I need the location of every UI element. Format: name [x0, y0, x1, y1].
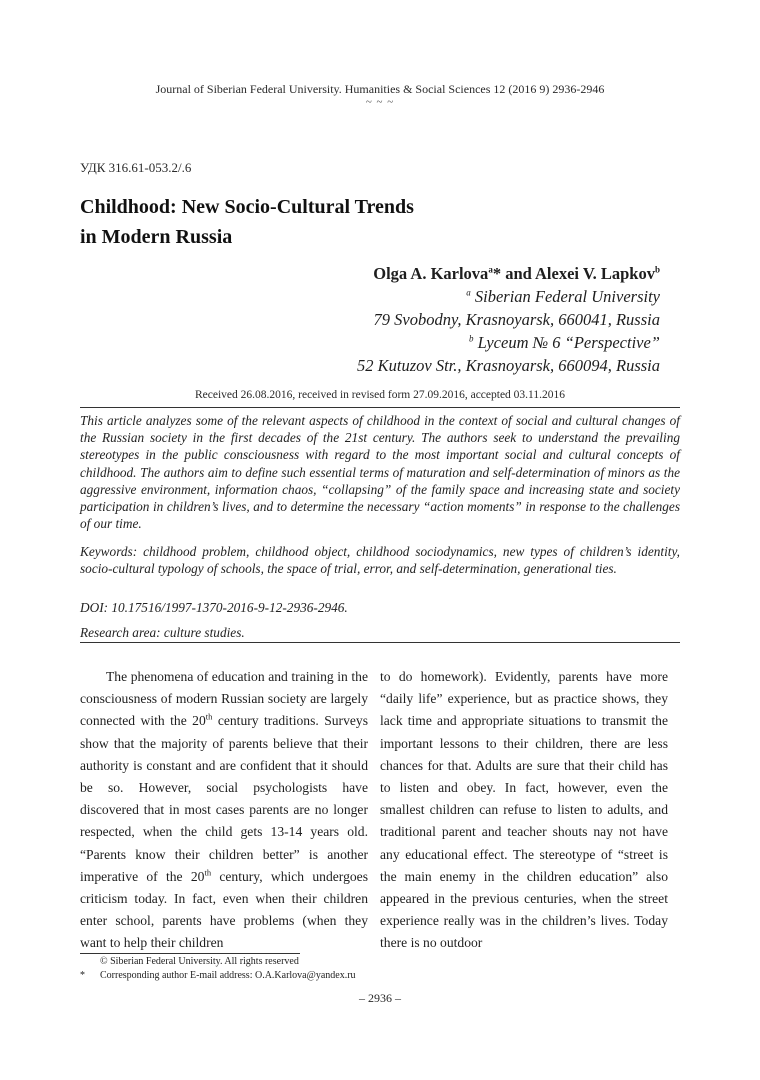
body-left-text-3: century, which undergoes criticism today. In fact, even when their children enter school, parents have problems (when they want to help their children: [80, 868, 368, 951]
body-paragraph-left: [80, 666, 368, 955]
title-line-1: Childhood: New Socio-Cultural Trends: [80, 196, 414, 218]
title-line-2: in Modern Russia: [80, 226, 233, 248]
affiliation-a-name: Siberian Federal University: [474, 287, 660, 306]
article-title: [80, 192, 580, 252]
affiliation-b-name: Lyceum № 6 “Perspective”: [477, 333, 660, 352]
author-names: [357, 262, 660, 285]
received-dates: Received 26.08.2016, received in revised form 27.09.2016, accepted 03.11.2016: [194, 389, 566, 401]
affiliation-a: [357, 285, 660, 308]
author-2-affiliation-mark: b: [654, 264, 660, 275]
udc-code: УДК 316.61-053.2/.6: [80, 160, 192, 175]
superscript-th: th: [204, 867, 212, 878]
research-area: Research area: culture studies.: [80, 625, 245, 640]
author-1-affiliation-mark: a: [488, 264, 493, 275]
affiliation-b-address: 52 Kutuzov Str., Krasnoyarsk, 660094, Russia: [357, 356, 660, 375]
journal-header: Journal of Siberian Federal University. Humanities & Social Sciences 12 (2016 9) 2936-2946: [155, 82, 605, 96]
author-2-name: Alexei V. Lapkov: [535, 264, 655, 283]
footnotes: [80, 955, 356, 983]
page-number: – 2936 –: [359, 991, 401, 1005]
body-paragraph-right: to do homework). Evidently, parents have more “daily life” experience, but as practice shows, they lack time and appropriate situations to transmit the important lessons to their children, there are less chances for that. Adults are sure that their child has to listen and obey. In fact, however, even the smallest children can refuse to listen to adults, and traditional parent and teacher shouts nay not have any educational effect. The stereotype of “street is the main enemy in the children education” also appeared in the previous centuries, when the street experience really was in the children’s lives. Today there is no outdoor: [380, 669, 668, 951]
abstract-text: This article analyzes some of the relevant aspects of childhood in the context of social and cultural changes of the Russian society in the first decades of the 21st century. The authors seek to understand the prevailing stereotypes in the public consciousness with regard to the most important social and cultural concepts of childhood. The authors aim to define such essential terms of maturation and self-determination of minors as the aggressive environment, information chaos, “collapsing” of the family space and increasing state and society participation in children’s lives, and to determine the necessary “action moments” in response to the challenges of our time.: [80, 413, 680, 532]
author-block: [357, 262, 660, 377]
header-separator: ~ ~ ~: [365, 96, 395, 108]
corresponding-email: Corresponding author E-mail address: O.A.Karlova@yandex.ru: [100, 970, 356, 981]
abstract-bottom-rule: [80, 642, 680, 643]
superscript-th: th: [205, 711, 213, 722]
affiliation-a-mark: a: [466, 287, 471, 298]
footnote-rule: [80, 953, 300, 954]
footnote-corresponding: [80, 969, 356, 983]
author-conjunction: and: [501, 264, 536, 283]
body-left-text-2: century traditions. Surveys show that the majority of parents believe that their authority is constant and are confident that it should be so. However, social psychologists have discovered that in most cases parents are no longer respected, when the child gets 13-14 years old. “Parents know their children better” is another imperative of the 20: [80, 713, 368, 884]
author-1-name: Olga A. Karlova: [373, 264, 489, 283]
keywords: Keywords: childhood problem, childhood object, childhood sociodynamics, new types of children’s identity, socio-cultural typology of schools, the space of trial, error, and self-determination, generational ties.: [80, 544, 680, 577]
body-column-right: [380, 666, 668, 955]
abstract-top-rule: [80, 407, 680, 408]
body-column-left: [80, 666, 368, 955]
footnote-copyright: [80, 955, 356, 969]
doi: DOI: 10.17516/1997-1370-2016-9-12-2936-2946.: [80, 600, 348, 615]
body-left-text-1: The phenomena of education and training in the consciousness of modern Russian society are largely connected with the 20: [80, 669, 368, 729]
copyright-text: © Siberian Federal University. All rights reserved: [100, 956, 299, 967]
affiliation-b-mark: b: [469, 333, 474, 344]
footnote-asterisk: *: [80, 970, 85, 981]
affiliation-a-address: 79 Svobodny, Krasnoyarsk, 660041, Russia: [373, 310, 660, 329]
affiliation-b: [357, 331, 660, 354]
corresponding-asterisk: *: [492, 264, 502, 283]
